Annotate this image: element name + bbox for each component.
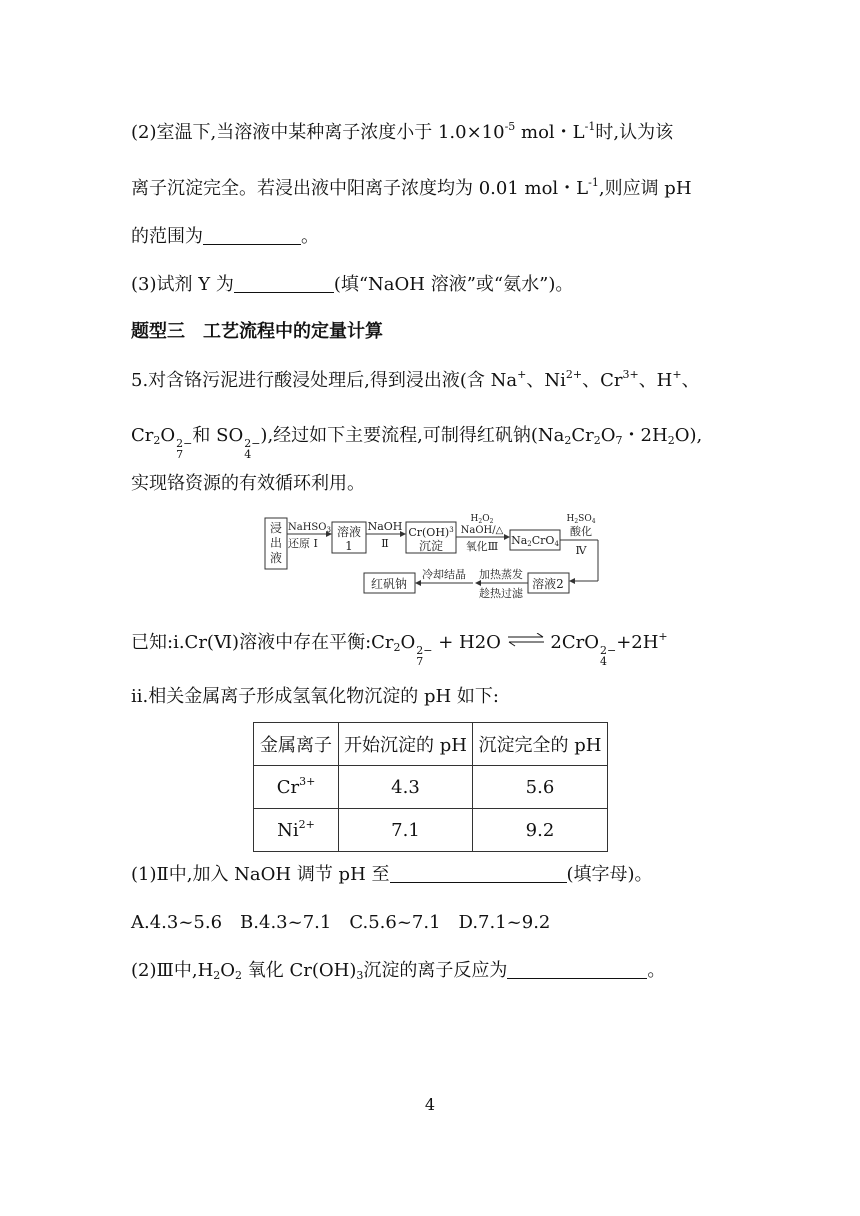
table-cell-ion: $Cr^{3+}$ — [254, 766, 339, 809]
step-3-label: 氧化Ⅲ — [465, 540, 499, 553]
answer-blank[interactable] — [507, 960, 647, 979]
box-solution-1-label: 溶液 — [336, 525, 362, 539]
answer-blank[interactable] — [203, 226, 301, 245]
answer-blank[interactable] — [390, 864, 567, 883]
step-4-label-a: 酸化 — [570, 525, 592, 538]
section-title: 题型三 工艺流程中的定量计算 — [131, 321, 383, 342]
ph-table — [253, 722, 608, 852]
q2-line-1: (2)室温下,当溶液中某种离子浓度小于 $1.0\times 10^{-5}$ mol・$L^{-1}$时,认为该 — [131, 120, 674, 143]
table-header-cell: 开始沉淀的 pH — [339, 723, 473, 766]
known-ii: ⅱ.相关金属离子形成氢氧化物沉淀的 pH 如下: — [131, 686, 499, 707]
table-row — [254, 809, 608, 852]
sub-question-1: (1)Ⅱ中,加入 NaOH 调节 pH 至 (填字母)。 — [131, 864, 653, 885]
box-solution-2-label: 溶液2 — [532, 577, 564, 591]
table-cell-ion: $Ni^{2+}$ — [254, 809, 339, 852]
answer-blank[interactable] — [234, 274, 334, 293]
page-number: 4 — [424, 1095, 436, 1114]
step-5-label-b: 趁热过滤 — [479, 587, 523, 600]
step-5-label-a: 加热蒸发 — [479, 568, 523, 581]
table-header-row — [254, 723, 608, 766]
q5-line-1: 5.对含铬污泥进行酸浸处理后,得到浸出液(含 Na+、$Ni^{2+}$、$Cr^{3+}$、H+、 — [131, 368, 700, 391]
reagent-naoh: NaOH — [367, 520, 403, 533]
step-2-label: Ⅱ — [381, 537, 389, 550]
table-cell: 7.1 — [339, 809, 473, 852]
table-cell: 4.3 — [339, 766, 473, 809]
reagent-h2o2: $H_2O_2$ — [470, 514, 494, 525]
box-leach-char: 浸 — [269, 521, 283, 535]
box-na2cro4-formula: Na2CrO4 — [511, 534, 559, 548]
equilibrium-arrow-icon — [507, 633, 545, 647]
table-cell: 5.6 — [473, 766, 608, 809]
table-row — [254, 766, 608, 809]
q2-line-3: 的范围为 。 — [131, 226, 319, 247]
box-leach-char: 液 — [269, 551, 283, 565]
table-cell: 9.2 — [473, 809, 608, 852]
box-croh3-formula: Cr(OH)$^3$ — [408, 526, 454, 539]
q3-line: (3)试剂 Y 为 (填“NaOH 溶液”或“氨水”)。 — [131, 274, 574, 295]
box-solution-1-number: 1 — [345, 539, 353, 553]
q5-line-3: 实现铬资源的有效循环利用。 — [131, 473, 365, 494]
reagent-nahso3: NaHSO$_3$ — [288, 522, 331, 534]
process-flow-diagram — [264, 511, 614, 601]
step-4-label-b: Ⅳ — [575, 544, 587, 557]
q2-line-2: 离子沉淀完全。若浸出液中阳离子浓度均为 0.01 mol・$L^{-1}$,则应调 pH — [131, 176, 692, 199]
box-product-label: 红矾钠 — [370, 577, 408, 591]
step-6-label: 冷却结晶 — [422, 568, 466, 581]
table-header-cell: 金属离子 — [254, 723, 339, 766]
box-leach-char: 出 — [269, 536, 283, 550]
reagent-naoh-heat: NaOH/△ — [460, 525, 504, 536]
box-croh3-label: 沉淀 — [418, 539, 444, 553]
sub-question-2: (2)Ⅲ中$,H_2O_2$ 氧化 $Cr(OH)_3$沉淀的离子反应为 。 — [131, 960, 666, 982]
table-header-cell: 沉淀完全的 pH — [473, 723, 608, 766]
step-1-label: 还原 Ⅰ — [288, 537, 318, 550]
known-i: 已知:ⅰ.Cr(Ⅵ)溶液中存在平衡$:Cr_2O$ 2− 7 + H2O 2CrO 2− 4 +2H+ — [131, 630, 668, 668]
options-line: A.4.3~5.6 B.4.3~7.1 C.5.6~7.1 D.7.1~9.2 — [131, 912, 551, 933]
q5-line-2: $Cr_2O$ 2− 7 和 SO 2− 4 ),经过如下主要流程,可制得红矾钠($Na_2Cr_2O_7$・$2H_2O$), — [131, 425, 703, 461]
reagent-h2so4: $H_2SO_4$ — [566, 514, 596, 525]
